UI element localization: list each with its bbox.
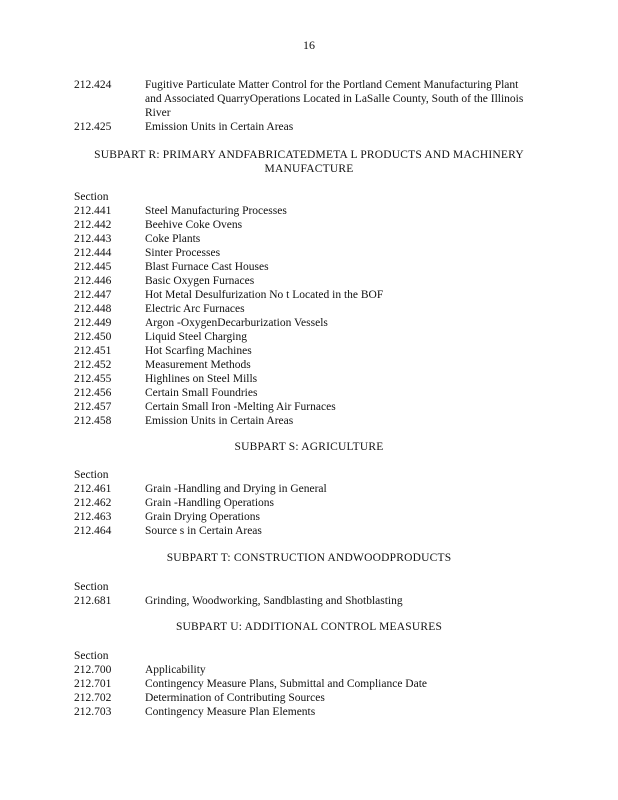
- section-number: 212.425: [74, 121, 112, 133]
- section-number: 212.450: [74, 331, 112, 343]
- section-title: Argon -OxygenDecarburization Vessels: [145, 317, 328, 329]
- section-title: Sinter Processes: [145, 247, 221, 259]
- section-title: Grain -Handling and Drying in General: [145, 483, 327, 495]
- section-number: 212.681: [74, 595, 112, 607]
- section-title: Certain Small Foundries: [145, 387, 258, 399]
- section-number: 212.444: [74, 247, 112, 259]
- subpart-heading: SUBPART R: PRIMARY ANDFABRICATEDMETA L PRODUCTS AND MACHINERY MANUFACTURE: [94, 149, 524, 175]
- section-number: 212.452: [74, 359, 112, 371]
- section-title: Certain Small Iron -Melting Air Furnaces: [145, 401, 336, 413]
- section-title: Liquid Steel Charging: [145, 331, 248, 343]
- section-number: 212.461: [74, 483, 112, 495]
- section-label: Section: [74, 469, 109, 481]
- section-number: 212.448: [74, 303, 112, 315]
- section-title: Basic Oxygen Furnaces: [145, 275, 255, 287]
- section-label: Section: [74, 650, 109, 662]
- section-number: 212.446: [74, 275, 112, 287]
- page-number: 16: [303, 38, 315, 52]
- section-title: Grain Drying Operations: [145, 511, 260, 523]
- section-number: 212.447: [74, 289, 112, 301]
- section-title: Applicability: [145, 664, 206, 676]
- subpart-heading: SUBPART T: CONSTRUCTION ANDWOODPRODUCTS: [166, 552, 452, 564]
- section-title: Source s in Certain Areas: [145, 525, 262, 537]
- section-number: 212.463: [74, 511, 112, 523]
- section-title: Electric Arc Furnaces: [145, 303, 245, 315]
- section-number: 212.443: [74, 233, 112, 245]
- subpart-heading: SUBPART U: ADDITIONAL CONTROL MEASURES: [175, 621, 443, 633]
- section-number: 212.702: [74, 692, 112, 704]
- section-title: Measurement Methods: [145, 359, 251, 371]
- section-number: 212.424: [74, 79, 112, 91]
- section-number: 212.464: [74, 525, 112, 537]
- section-number: 212.457: [74, 401, 112, 413]
- subpart-heading: SUBPART S: AGRICULTURE: [234, 441, 384, 453]
- section-number: 212.442: [74, 219, 112, 231]
- section-number: 212.456: [74, 387, 112, 399]
- section-title: Hot Metal Desulfurization No t Located in the BOF: [145, 289, 384, 301]
- section-number: 212.449: [74, 317, 112, 329]
- section-number: 212.441: [74, 205, 112, 217]
- section-number: 212.700: [74, 664, 112, 676]
- section-title: Grinding, Woodworking, Sandblasting and Shotblasting: [145, 595, 403, 607]
- section-title: Fugitive Particulate Matter Control for the Portland Cement Manufacturing Plant and Associated QuarryOperations Located in LaSalle County, South of the Illinois River: [145, 79, 524, 119]
- section-title: Emission Units in Certain Areas: [145, 415, 294, 427]
- section-number: 212.458: [74, 415, 112, 427]
- section-title: Contingency Measure Plan Elements: [145, 706, 316, 718]
- section-title: Emission Units in Certain Areas: [145, 121, 294, 133]
- section-number: 212.462: [74, 497, 112, 509]
- section-number: 212.451: [74, 345, 112, 357]
- section-title: Grain -Handling Operations: [145, 497, 275, 509]
- section-title: Coke Plants: [145, 233, 201, 245]
- section-label: Section: [74, 581, 109, 593]
- section-title: Determination of Contributing Sources: [145, 692, 325, 704]
- section-title: Steel Manufacturing Processes: [145, 205, 287, 217]
- section-title: Contingency Measure Plans, Submittal and Compliance Date: [145, 678, 428, 690]
- section-number: 212.445: [74, 261, 112, 273]
- section-title: Highlines on Steel Mills: [145, 373, 258, 385]
- section-title: Beehive Coke Ovens: [145, 219, 243, 231]
- section-number: 212.703: [74, 706, 112, 718]
- section-title: Blast Furnace Cast Houses: [145, 261, 269, 273]
- section-label: Section: [74, 191, 109, 203]
- section-number: 212.701: [74, 678, 112, 690]
- section-number: 212.455: [74, 373, 112, 385]
- section-title: Hot Scarfing Machines: [145, 345, 252, 357]
